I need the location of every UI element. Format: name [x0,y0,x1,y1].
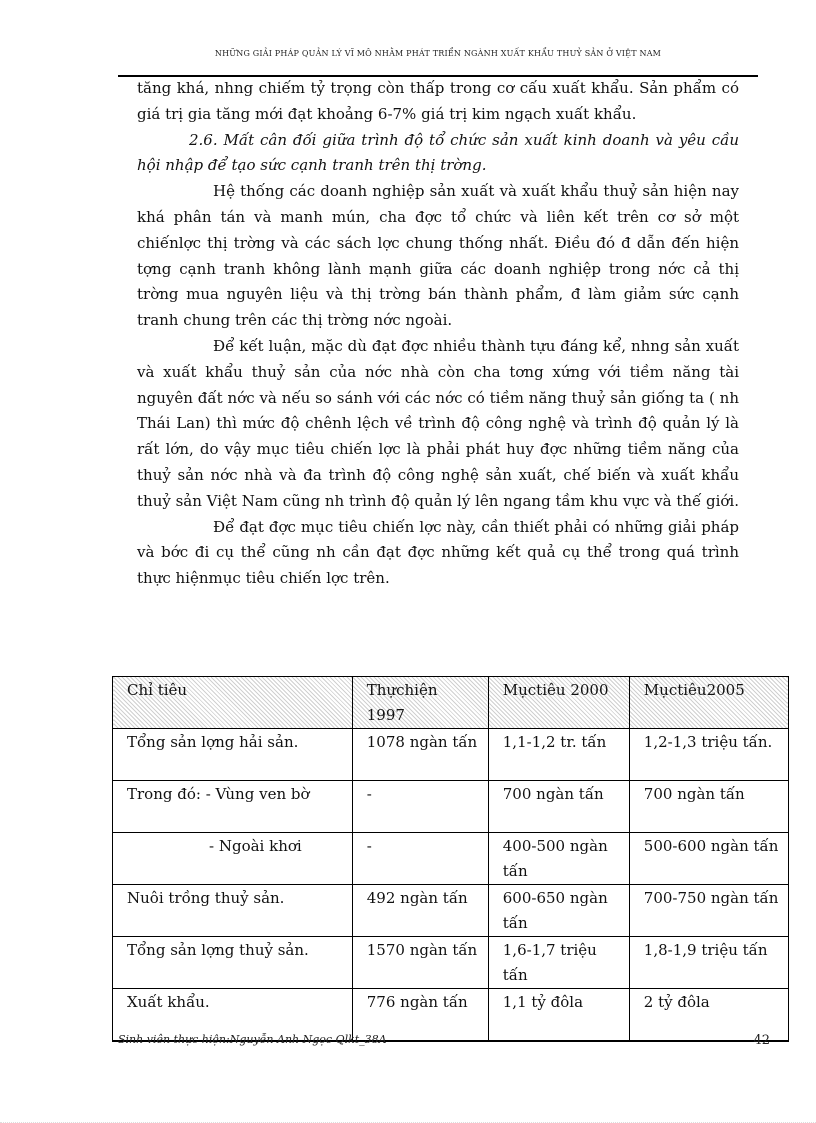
footer-author: Sinh viên thực hiện:Nguyễn Anh Ngọc Qlkt_38A [118,1033,387,1046]
header-target-2000: Mụctiêu 2000 [488,677,629,729]
table-cell: 1,6-1,7 triệu tấn [488,937,629,989]
paragraph-conclusion: Để kết luận, mặc dù đạt đợc nhiều thành tựu đáng kể, nhng sản xuất và xuất khẩu thuỷ sản của nớc nhà còn cha tơng xứng với tiềm năng tài nguyên đất nớc và nếu so sánh với các nớc có tiềm năng thuỷ sản giống ta ( nh Thái Lan) thì mức độ chênh lệch về trình độ công nghệ và trình độ quản lý là rất lớn, do vậy mục tiêu chiến lợc là phải phát huy đợc những tiềm năng của thuỷ sản nớc nhà và đa trình độ công nghệ sản xuất, chế biến và xuất khẩu thuỷ sản Việt Nam cũng nh trình độ quản lý lên ngang tầm khu vực và thế giới. [137,336,739,510]
table-cell: 1,2-1,3 triệu tấn. [629,729,788,781]
table-cell: - Ngoài khơi [113,833,353,885]
table-row [113,781,789,833]
paragraph-goals: Để đạt đợc mục tiêu chiến lợc này, cần thiết phải có những giải pháp và bớc đi cụ thể cũng nh cần đạt đợc những kết quả cụ thể trong quá trình thực hiệnmục tiêu chiến lợc trên. [137,517,739,588]
table-cell: 700 ngàn tấn [488,781,629,833]
table-cell: 1570 ngàn tấn [352,937,488,989]
table-cell: - [352,833,488,885]
table-cell: Xuất khẩu. [113,989,353,1042]
table-row [113,729,789,781]
table-cell: Trong đó: - Vùng ven bờ [113,781,353,833]
header-actual-1997: Thựchiện 1997 [352,677,488,729]
table-cell: 400-500 ngàn tấn [488,833,629,885]
table-cell: 1078 ngàn tấn [352,729,488,781]
table-row [113,833,789,885]
table-cell: Nuôi trồng thuỷ sản. [113,885,353,937]
table-row [113,937,789,989]
table-header-row [113,677,789,729]
page-number: 42 [753,1033,770,1048]
table-row [113,885,789,937]
table-cell: 700 ngàn tấn [629,781,788,833]
header-indicator: Chỉ tiêu [113,677,353,729]
document-body [137,76,739,592]
table-cell: 492 ngàn tấn [352,885,488,937]
page-footer [118,1033,770,1046]
table-cell: 1,1-1,2 tr. tấn [488,729,629,781]
table-cell: Tổng sản lợng thuỷ sản. [113,937,353,989]
table-cell: 500-600 ngàn tấn [629,833,788,885]
table-cell: 1,1 tỷ đôla [488,989,629,1042]
section-heading: 2.6. Mất cân đối giữa trình độ tổ chức sản xuất kinh doanh và yêu cầu hội nhập để tạo sức cạnh tranh trên thị trờng. [137,130,739,175]
table-cell: - [352,781,488,833]
paragraph-enterprises: Hệ thống các doanh nghiệp sản xuất và xuất khẩu thuỷ sản hiện nay khá phân tán và manh mún, cha đợc tổ chức và liên kết trên cơ sở một chiếnlợc thị trờng và các sách lợc chung thống nhất. Điều đó đ dẫn đến hiện tợng cạnh tranh không lành mạnh giữa các doanh nghiệp trong nớc cả thị trờng mua nguyên liệu và thị trờng bán thành phẩm, đ làm giảm sức cạnh tranh chung trên các thị trờng nớc ngoài. [137,182,739,330]
running-header: NHỮNG GIẢI PHÁP QUẢN LÝ VĨ MÔ NHẰM PHÁT TRIỂN NGÀNH XUẤT KHẨU THUỶ SẢN Ở VIỆT NAM [214,49,662,58]
targets-table [112,676,789,1042]
paragraph-intro: tăng khá, nhng chiếm tỷ trọng còn thấp trong cơ cấu xuất khẩu. Sản phẩm có giá trị gia tăng mới đạt khoảng 6-7% giá trị kim ngạch xuất khẩu. [137,79,739,123]
header-target-2005: Mụctiêu2005 [629,677,788,729]
table-cell: 1,8-1,9 triệu tấn [629,937,788,989]
table-cell: 2 tỷ đôla [629,989,788,1042]
table-cell: 700-750 ngàn tấn [629,885,788,937]
table-cell: Tổng sản lợng hải sản. [113,729,353,781]
table-cell: 600-650 ngàn tấn [488,885,629,937]
table-cell: 776 ngàn tấn [352,989,488,1042]
